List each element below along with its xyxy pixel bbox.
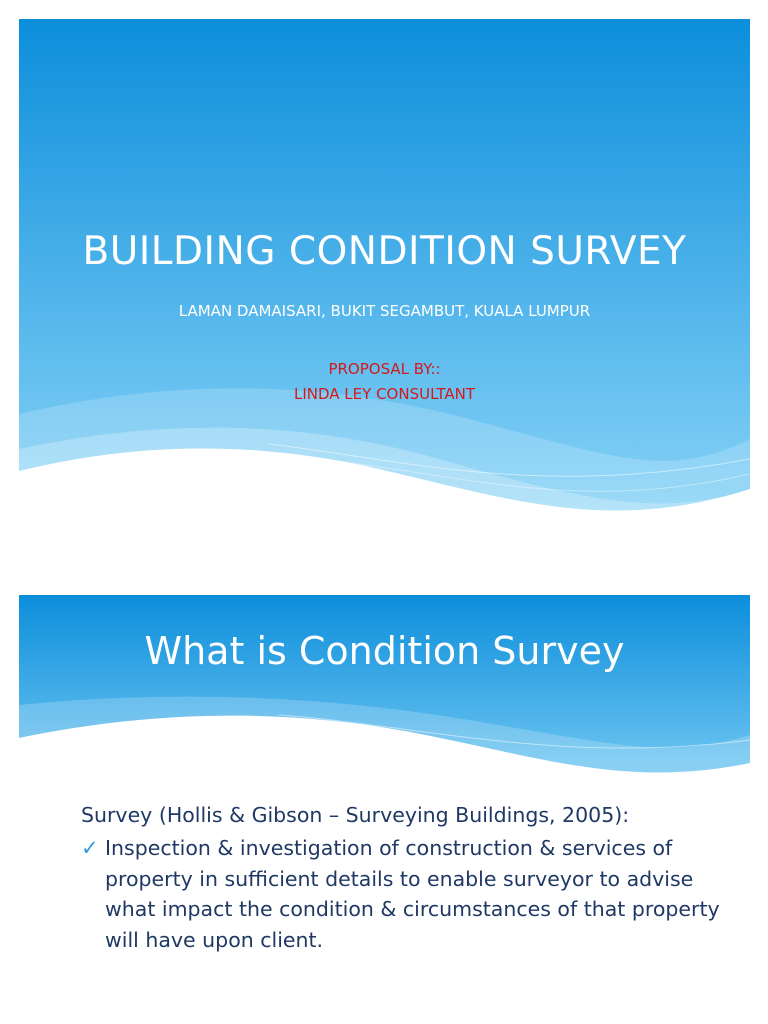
slide-subtitle: LAMAN DAMAISARI, BUKIT SEGAMBUT, KUALA LUMPUR [178,302,591,320]
content-slide [19,595,750,1024]
proposal-block [19,357,750,407]
proposal-label: PROPOSAL BY:: [328,360,441,378]
consultant-name: LINDA LEY CONSULTANT [293,385,476,403]
slide-title: What is Condition Survey [144,629,625,673]
bullet-item [81,833,731,955]
checkmark-icon: ✓ [81,836,99,860]
slide-title: BUILDING CONDITION SURVEY [82,229,687,274]
title-slide-background [19,19,750,539]
bullet-text: Inspection & investigation of construction & services of property in sufficient details to enable surveyor to advise what impact the condition & circumstances of that property will have upon client. [105,836,720,952]
survey-definition-source: Survey (Hollis & Gibson – Surveying Buildings, 2005): [81,803,630,827]
title-slide [19,19,750,539]
slide-body [81,803,731,955]
